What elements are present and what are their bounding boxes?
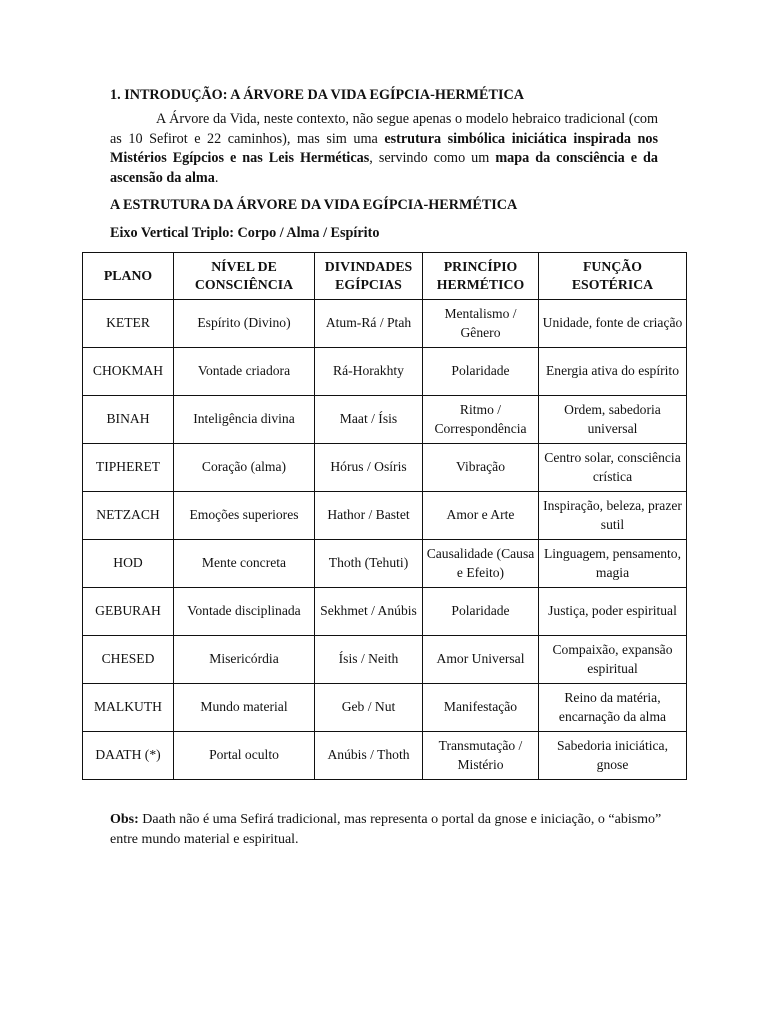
cell-divindades: Sekhmet / Anúbis <box>315 588 423 636</box>
cell-divindades: Maat / Ísis <box>315 396 423 444</box>
cell-divindades: Thoth (Tehuti) <box>315 540 423 588</box>
table-header-row <box>83 253 687 300</box>
cell-funcao: Centro solar, consciência crística <box>539 444 687 492</box>
cell-nivel: Vontade disciplinada <box>174 588 315 636</box>
table-row <box>83 444 687 492</box>
cell-plano: GEBURAH <box>83 588 174 636</box>
cell-nivel: Inteligência divina <box>174 396 315 444</box>
cell-plano: BINAH <box>83 396 174 444</box>
cell-principio: Causalidade (Causa e Efeito) <box>423 540 539 588</box>
cell-principio: Mentalismo / Gênero <box>423 300 539 348</box>
obs-label: Obs: <box>110 812 139 827</box>
cell-divindades: Hathor / Bastet <box>315 492 423 540</box>
cell-divindades: Rá-Horakhty <box>315 348 423 396</box>
cell-funcao: Reino da matéria, encarnação da alma <box>539 684 687 732</box>
header-funcao: FUNÇÃO ESOTÉRICA <box>539 253 687 300</box>
cell-funcao: Justiça, poder espiritual <box>539 588 687 636</box>
cell-divindades: Hórus / Osíris <box>315 444 423 492</box>
cell-plano: CHOKMAH <box>83 348 174 396</box>
cell-plano: TIPHERET <box>83 444 174 492</box>
intro-heading: 1. INTRODUÇÃO: A ÁRVORE DA VIDA EGÍPCIA-HERMÉTICA <box>110 87 524 103</box>
observation-note <box>110 810 670 849</box>
cell-divindades: Atum-Rá / Ptah <box>315 300 423 348</box>
cell-principio: Polaridade <box>423 588 539 636</box>
cell-plano: CHESED <box>83 636 174 684</box>
header-divindades: DIVINDADES EGÍPCIAS <box>315 253 423 300</box>
cell-principio: Polaridade <box>423 348 539 396</box>
cell-funcao: Compaixão, expansão espiritual <box>539 636 687 684</box>
cell-nivel: Emoções superiores <box>174 492 315 540</box>
cell-plano: NETZACH <box>83 492 174 540</box>
cell-plano: HOD <box>83 540 174 588</box>
cell-nivel: Mundo material <box>174 684 315 732</box>
table-row <box>83 732 687 780</box>
cell-plano: KETER <box>83 300 174 348</box>
table-row <box>83 348 687 396</box>
cell-principio: Amor e Arte <box>423 492 539 540</box>
cell-principio: Vibração <box>423 444 539 492</box>
table-row <box>83 396 687 444</box>
header-plano: PLANO <box>83 253 174 300</box>
cell-funcao: Ordem, sabedoria universal <box>539 396 687 444</box>
cell-plano: MALKUTH <box>83 684 174 732</box>
cell-nivel: Vontade criadora <box>174 348 315 396</box>
cell-nivel: Portal oculto <box>174 732 315 780</box>
cell-funcao: Linguagem, pensamento, magia <box>539 540 687 588</box>
cell-funcao: Energia ativa do espírito <box>539 348 687 396</box>
header-principio: PRINCÍPIO HERMÉTICO <box>423 253 539 300</box>
cell-divindades: Ísis / Neith <box>315 636 423 684</box>
structure-heading: A ESTRUTURA DA ÁRVORE DA VIDA EGÍPCIA-HERMÉTICA <box>110 197 518 213</box>
cell-principio: Transmutação / Mistério <box>423 732 539 780</box>
intro-bold-1: estrutura simbólica iniciática inspirada nos Mistérios Egípcios e nas Leis Herméticas <box>110 130 658 166</box>
intro-text-3: . <box>214 169 219 186</box>
cell-divindades: Anúbis / Thoth <box>315 732 423 780</box>
cell-divindades: Geb / Nut <box>315 684 423 732</box>
cell-principio: Amor Universal <box>423 636 539 684</box>
header-nivel: NÍVEL DE CONSCIÊNCIA <box>174 253 315 300</box>
cell-funcao: Inspiração, beleza, prazer sutil <box>539 492 687 540</box>
obs-text: Daath não é uma Sefirá tradicional, mas representa o portal da gnose e iniciação, o “abismo” entre mundo material e espiritual. <box>110 812 662 847</box>
table-row <box>83 492 687 540</box>
cell-plano: DAATH (*) <box>83 732 174 780</box>
tree-table <box>82 252 687 780</box>
intro-text-1: A Árvore da Vida, neste contexto, não segue apenas o modelo hebraico tradicional (com as 10 Sefirot e 22 caminhos), mas sim uma <box>110 111 658 147</box>
intro-paragraph <box>110 110 658 188</box>
cell-nivel: Misericórdia <box>174 636 315 684</box>
cell-funcao: Unidade, fonte de criação <box>539 300 687 348</box>
axis-heading: Eixo Vertical Triplo: Corpo / Alma / Espírito <box>110 225 380 241</box>
cell-principio: Ritmo / Correspondência <box>423 396 539 444</box>
table-row <box>83 588 687 636</box>
table-row <box>83 300 687 348</box>
cell-principio: Manifestação <box>423 684 539 732</box>
table-row <box>83 684 687 732</box>
cell-nivel: Mente concreta <box>174 540 315 588</box>
table-row <box>83 540 687 588</box>
cell-funcao: Sabedoria iniciática, gnose <box>539 732 687 780</box>
cell-nivel: Espírito (Divino) <box>174 300 315 348</box>
cell-nivel: Coração (alma) <box>174 444 315 492</box>
intro-bold-2: mapa da consciência e da ascensão da alma <box>110 150 658 186</box>
intro-text-2: , servindo como um <box>369 150 496 166</box>
table-row <box>83 636 687 684</box>
